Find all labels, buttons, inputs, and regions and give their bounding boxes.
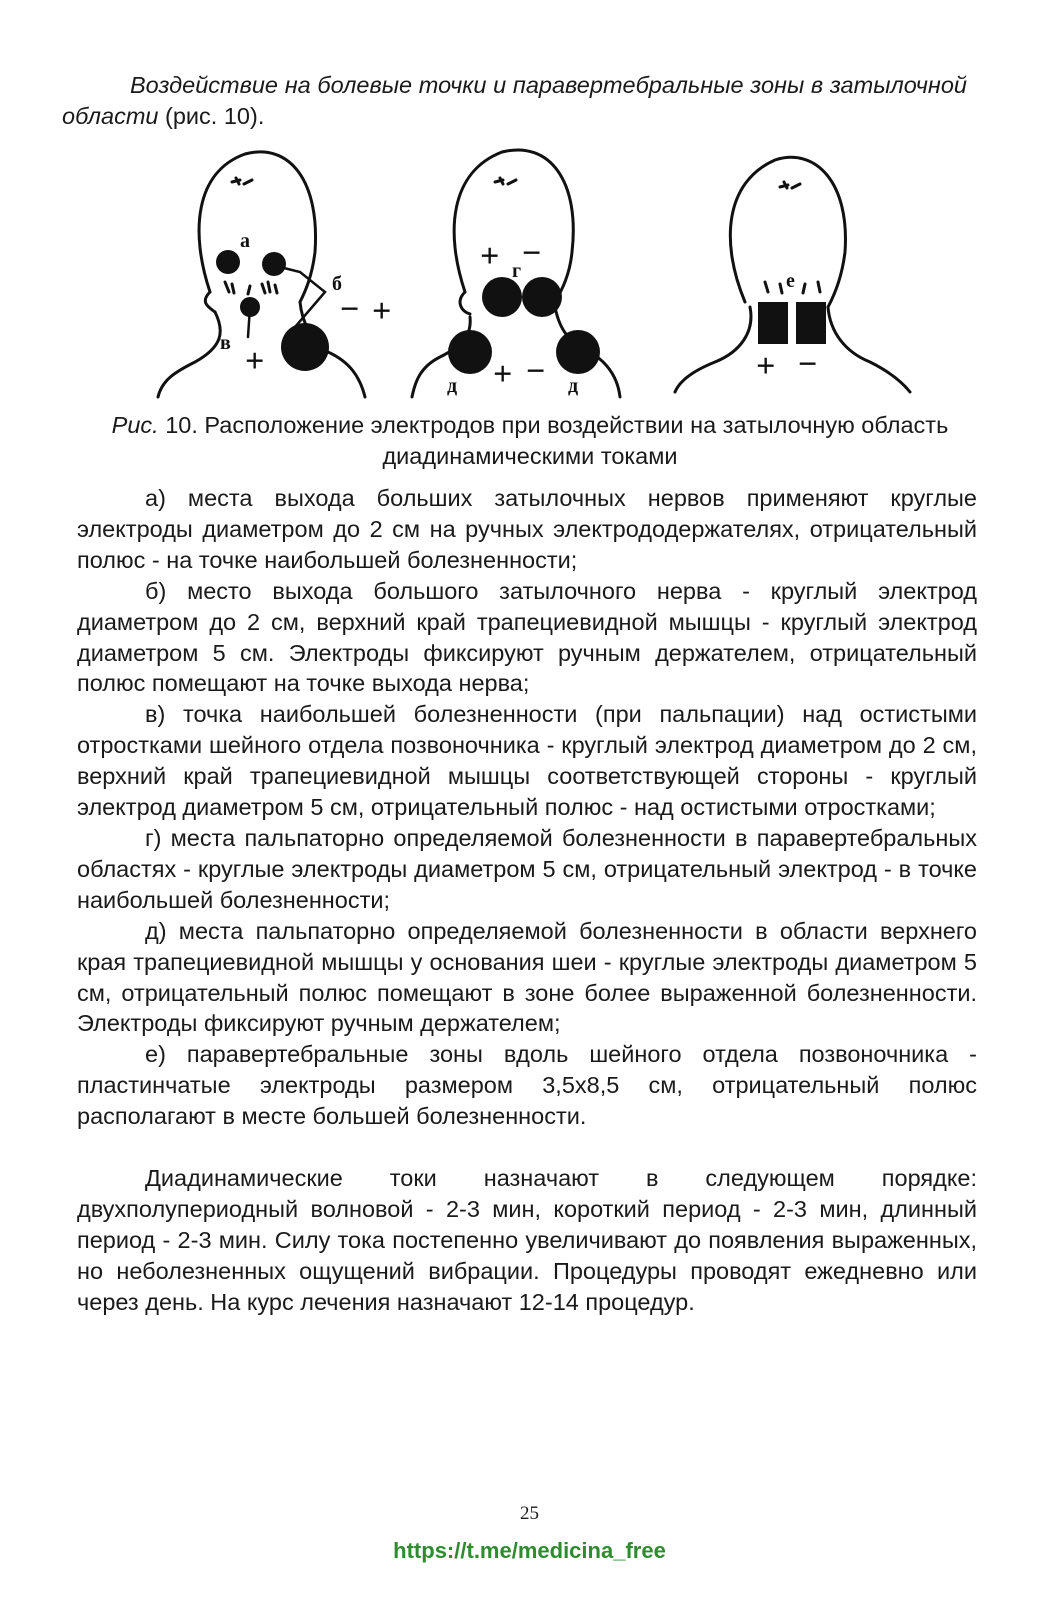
polarity-minus: −: [798, 346, 818, 383]
electrode-plate: [758, 302, 788, 344]
paragraph-a: а) места выхода больших затылочных нервов применяют круглые электроды диаметром до 2 см на ручных электрододержателях, отрицательный полюс - на точке наибольшей болезненности;: [77, 485, 977, 573]
page-number: 25: [520, 1503, 539, 1524]
label-e: е: [786, 270, 795, 292]
paragraph-schedule: Диадинамические токи назначают в следующем порядке: двухполупериодный волновой - 2-3 мин, короткий период - 2-3 мин, длинный период - 2-3 мин. Силу тока постепенно увеличивают до появления выраженных, но неболезненных ощущений вибрации. Процедуры проводят ежедневно или через день. На курс лечения назначают 12-14 процедур.: [77, 1165, 977, 1315]
electrode-round-large: [522, 277, 562, 317]
label-d1: д: [447, 375, 458, 397]
polarity-minus: −: [526, 353, 546, 390]
label-a: а: [240, 230, 250, 252]
electrode-plate: [796, 302, 826, 344]
polarity-plus: +: [245, 343, 265, 380]
footer-link[interactable]: https://t.me/medicina_free: [393, 1538, 666, 1563]
electrode-round-small: [262, 252, 286, 276]
intro-paragraph: [62, 70, 967, 132]
paragraph-b: б) место выхода большого затылочного нерва - круглый электрод диаметром до 2 см, верхний край трапециевидной мышцы - круглый электрод диаметром 5 см. Электроды фиксируют ручным держателем, отрицательный полюс помещают на точке выхода нерва;: [77, 577, 977, 697]
label-d2: д: [568, 375, 579, 397]
body-text: [77, 483, 977, 1318]
electrode-round-large: [482, 277, 522, 317]
label-v: в: [220, 332, 231, 354]
electrode-round-large: [281, 323, 329, 371]
polarity-plus: +: [480, 238, 500, 275]
electrode-round-small: [216, 250, 240, 274]
paragraph-v: в) точка наибольшей болезненности (при пальпации) над остистыми отростками шейного отдела позвоночника - круглый электрод диаметром до 2 см, верхний край трапециевидной мышцы соответствующей стороны - круглый электрод диаметром 5 см, отрицательный полюс - над остистыми отростками;: [77, 701, 977, 821]
electrode-round-small: [240, 297, 260, 317]
label-g: г: [512, 260, 522, 282]
paragraph-e: е) паравертебральные зоны вдоль шейного отдела позвоночника - пластинчатые электроды размером 3,5х8,5 см, отрицательный полюс располагают в месте большей болезненности.: [77, 1041, 977, 1130]
electrode-placement-figure: [150, 142, 925, 404]
intro-ref: (рис. 10).: [158, 103, 265, 129]
polarity-plus: +: [493, 356, 513, 393]
electrode-round-large: [448, 330, 492, 374]
intro-heading: Воздействие на болевые точки и паравертебральные зоны в затылочной области: [62, 72, 967, 129]
polarity-plus: +: [756, 348, 776, 385]
electrode-round-large: [556, 330, 600, 374]
caption-prefix: Рис.: [111, 412, 159, 438]
paragraph-d: д) места пальпаторно определяемой болезненности в области верхнего края трапециевидной мышцы у основания шеи - круглые электроды диаметром 5 см, отрицательный полюс помещают в зоне более выраженной болезненности. Электроды фиксируют ручным держателем;: [77, 917, 977, 1037]
polarity-plus: +: [372, 293, 392, 330]
label-b: б: [332, 273, 342, 295]
polarity-minus: −: [340, 291, 360, 328]
polarity-minus: −: [522, 235, 542, 272]
figure-caption: [80, 410, 980, 472]
caption-text: 10. Расположение электродов при воздействии на затылочную область диадинамическими токами: [158, 412, 949, 469]
paragraph-g: г) места пальпаторно определяемой болезненности в паравертебральных областях - круглые электроды диаметром 5 см, отрицательный электрод - в точке наибольшей болезненности;: [77, 824, 977, 913]
